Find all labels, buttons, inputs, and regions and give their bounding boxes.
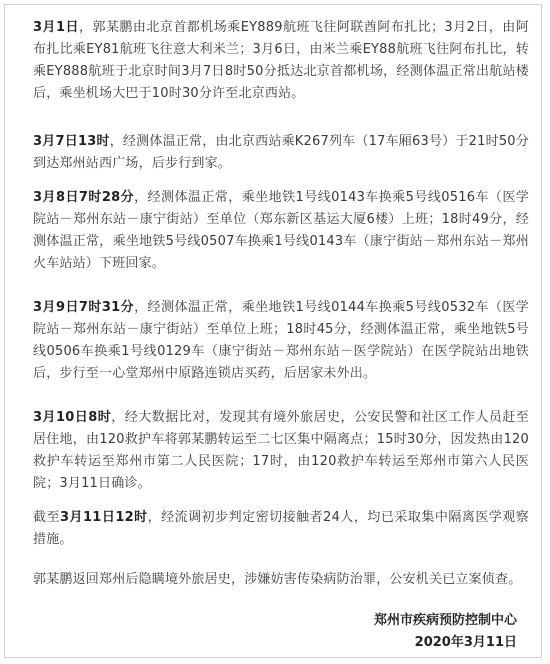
paragraph-lead-date: 3月8日7时28分 bbox=[33, 190, 135, 205]
paragraph-lead-date: 3月7日13时 bbox=[33, 134, 110, 149]
paragraph-mar-10 bbox=[33, 407, 529, 495]
paragraph-lead-date: 3月11日12时 bbox=[60, 510, 148, 525]
paragraph-lead-date: 3月1日 bbox=[33, 20, 79, 35]
paragraph-lead-date: 3月10日8时 bbox=[33, 410, 112, 425]
paragraph-mar-1 bbox=[33, 17, 529, 105]
paragraph-body: ，郭某鹏由北京首都机场乘EY889航班飞往阿联酋阿布扎比；3月2日，由阿布扎比乘EY81航班飞往意大利米兰；3月6日，由米兰乘EY88航班飞往阿布扎比，转乘EY888航班于北京时间3月7日8时50分抵达北京首都机场，经测体温正常出航站楼后，乘坐机场大巴于10时30分许至北京西站。 bbox=[33, 20, 529, 101]
signature-organization: 郑州市疾病预防控制中心 bbox=[373, 613, 517, 628]
paragraph-mar-7 bbox=[33, 131, 529, 175]
paragraph-body: ，经大数据比对，发现其有境外旅居史，公安民警和社区工作人员赶至居住地，由120救护车将郭某鹏转运至二七区集中隔离点；15时30分，因发热由120救护车转运至郑州市第二人民医院；17时，由120救护车转运至郑州市第六人民医院；3月11日确诊。 bbox=[33, 410, 529, 491]
paragraph-lead-date: 3月9日7时31分 bbox=[33, 300, 135, 315]
paragraph-body: ，经测体温正常，乘坐地铁1号线0144车换乘5号线0532车（医学院站－郑州东站－康宁街站）至单位上班；18时45分，经测体温正常，乘坐地铁5号线0506车换乘1号线0129车（康宁街站－郑州东站－医学院站）在医学院站出地铁后，步行至一心堂郑州中原路连锁店买药，后居家未外出。 bbox=[33, 300, 530, 381]
paragraph-body: ，经测体温正常，由北京西站乘K267列车（17车厢63号）于21时50分到达郑州站西广场，后步行到家。 bbox=[33, 134, 529, 171]
paragraph-body: 郭某鹏返回郑州后隐瞒境外旅居史，涉嫌妨害传染病防治罪，公安机关已立案侦查。 bbox=[33, 572, 522, 587]
paragraph-mar-9 bbox=[33, 297, 529, 385]
paragraph-prefix: 截至 bbox=[33, 510, 60, 525]
paragraph-body: ，经测体温正常，乘坐地铁1号线0143车换乘5号线0516车（医学院站－郑州东站－康宁街站）至单位（郑东新区基运大厦6楼）上班；18时49分，经测体温正常，乘坐地铁5号线0507车换乘1号线0143车（康宁街站－郑州东站－郑州火车站站）下班回家。 bbox=[33, 190, 530, 271]
signature-date: 2020年3月11日 bbox=[414, 635, 517, 650]
paragraph-close-contacts bbox=[33, 507, 529, 551]
paragraph-mar-8 bbox=[33, 187, 529, 275]
notice-document bbox=[4, 4, 542, 658]
paragraph-body: ，经流调初步判定密切接触者24人，均已采取集中隔离医学观察措施。 bbox=[33, 510, 530, 547]
paragraph-investigation bbox=[33, 569, 529, 591]
